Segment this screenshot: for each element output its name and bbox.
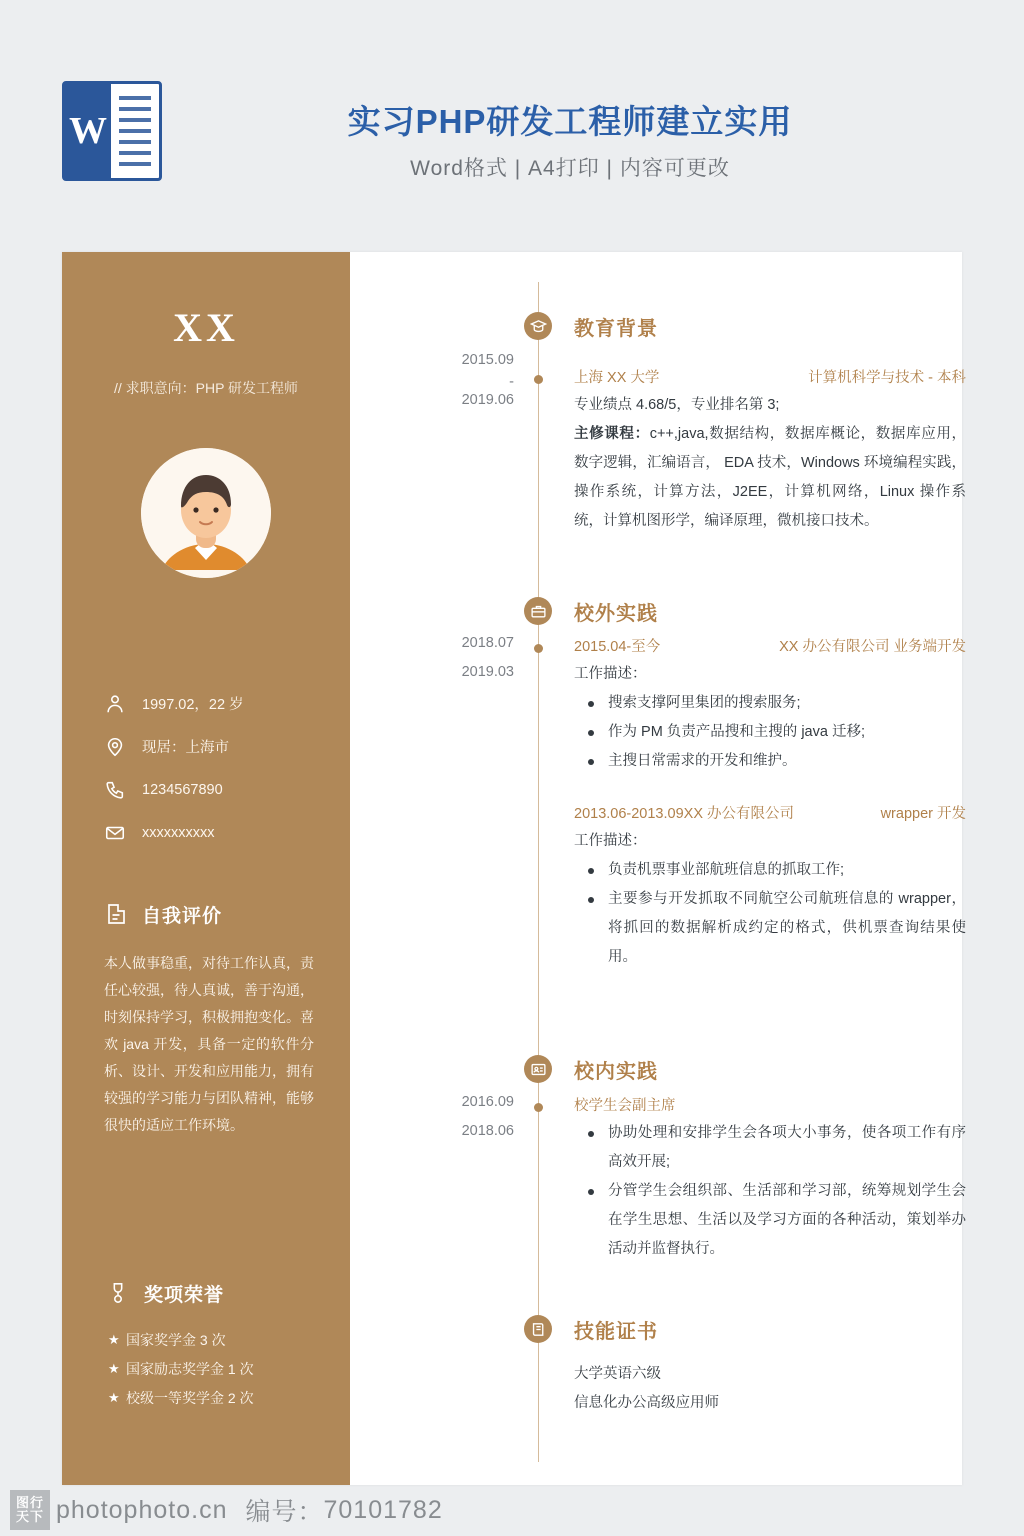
id-card-icon — [524, 1055, 552, 1083]
job2-role: wrapper 开发 — [880, 806, 966, 822]
info-row-birth — [100, 682, 330, 725]
template-header — [0, 0, 1024, 232]
star-icon: ★ — [108, 1360, 120, 1376]
self-evaluation-title — [102, 900, 222, 928]
education-courses-label: 主修课程： — [574, 426, 650, 442]
education-courses — [574, 420, 966, 536]
on-campus-role: 校学生会副主席 — [574, 1098, 676, 1114]
on-campus-body — [574, 1093, 966, 1264]
education-major: 计算机科学与技术 - 本科 — [808, 370, 966, 386]
list-item: 分管学生会组织部、生活部和学习部，统筹规划学生会在学生思想、生活以及学习方面的各种活动，策划举办活动并监督执行。 — [574, 1177, 966, 1264]
certificates-body — [574, 1360, 942, 1418]
info-text: 1997.02，22 岁 — [142, 697, 244, 713]
education-courses-text: c++,java,数据结构，数据库概论，数据库应用，数字逻辑，汇编语言， EDA 技术，Windows 环境编程实践，操作系统，计算方法，J2EE，计算机网络，Linux 操作系统，计算机图形学，编译原理，微机接口技术。 — [574, 426, 966, 529]
award-text: 国家励志奖学金 1 次 — [126, 1360, 254, 1377]
site-name: photophoto.cn — [56, 1495, 228, 1524]
resume-main — [350, 252, 966, 1485]
asset-id-value: 70101782 — [323, 1495, 443, 1524]
page-title: 实习PHP研发工程师建立实用 — [347, 103, 793, 140]
awards-label: 奖项荣誉 — [144, 1284, 225, 1306]
off-campus-job2 — [574, 801, 966, 972]
medal-icon — [104, 1279, 132, 1307]
resume-sheet — [62, 252, 966, 1485]
education-date-dash: - — [509, 374, 514, 390]
word-logo-letter: W — [65, 84, 111, 178]
off-campus-job1 — [574, 634, 966, 776]
job2-period: 2013.06-2013.09XX 办公有限公司 — [574, 806, 795, 822]
job1-company: XX 办公有限公司 业务端开发 — [779, 639, 966, 655]
info-row-email — [100, 811, 330, 854]
mail-icon — [100, 818, 130, 848]
page-subtitle: Word格式 | A4打印 | 内容可更改 — [410, 157, 730, 180]
resume-sidebar — [62, 252, 350, 1485]
timeline-dot — [534, 375, 543, 384]
list-item: 作为 PM 负责产品搜和主搜的 java 迁移; — [574, 718, 966, 747]
certificate-item: 信息化办公高级应用师 — [574, 1395, 719, 1411]
edit-note-icon — [102, 900, 130, 928]
book-icon — [524, 1315, 552, 1343]
info-row-location — [100, 725, 330, 768]
award-text: 校级一等奖学金 2 次 — [126, 1389, 254, 1406]
education-date-end: 2019.06 — [461, 392, 514, 408]
list-item — [108, 1354, 328, 1383]
timeline-line — [538, 282, 539, 1462]
education-gpa: 专业绩点 4.68/5，专业排名第 3; — [574, 397, 780, 413]
list-item: 主要参与开发抓取不同航空公司航班信息的 wrapper，将抓回的数据解析成约定的格式，供机票查询结果使用。 — [574, 885, 966, 972]
timeline-dot — [534, 1103, 543, 1112]
education-body — [574, 365, 966, 536]
job1-period: 2015.04-至今 — [574, 639, 661, 655]
briefcase-icon — [524, 597, 552, 625]
info-text: 现居：上海市 — [142, 740, 229, 756]
list-item — [108, 1383, 328, 1412]
education-school: 上海 XX 大学 — [574, 370, 660, 386]
info-text: xxxxxxxxxx — [142, 824, 215, 841]
job1-header — [574, 634, 966, 660]
awards-list — [108, 1325, 328, 1412]
job-intent: // 求职意向：PHP 研发工程师 — [113, 380, 299, 396]
list-item: 主搜日常需求的开发和维护。 — [574, 747, 966, 776]
job2-desc-label: 工作描述： — [574, 833, 647, 849]
person-icon — [100, 689, 130, 719]
section-title-on-campus: 校内实践 — [574, 1061, 658, 1083]
on-campus-bullets — [574, 1119, 966, 1264]
site-logo-icon: 图行天下 — [10, 1490, 50, 1530]
job1-bullets — [574, 689, 966, 776]
star-icon: ★ — [108, 1389, 120, 1405]
graduation-cap-icon — [524, 312, 552, 340]
section-title-off-campus: 校外实践 — [574, 603, 658, 625]
info-text: 1234567890 — [142, 781, 223, 798]
phone-icon — [100, 775, 130, 805]
avatar — [141, 448, 271, 578]
candidate-name: XX — [173, 305, 239, 350]
timeline-dot — [534, 644, 543, 653]
on-campus-date-end: 2018.06 — [461, 1123, 514, 1139]
section-title-education: 教育背景 — [574, 318, 658, 340]
star-icon: ★ — [108, 1331, 120, 1347]
education-school-row — [574, 365, 966, 391]
off-campus-date-start: 2018.07 — [461, 635, 514, 651]
list-item — [108, 1325, 328, 1354]
job2-bullets — [574, 856, 966, 972]
word-document-icon — [62, 81, 162, 181]
job1-desc-label: 工作描述： — [574, 666, 647, 682]
list-item: 负责机票事业部航班信息的抓取工作; — [574, 856, 966, 885]
self-evaluation-label: 自我评价 — [142, 905, 223, 927]
job2-header — [574, 801, 966, 827]
watermark-footer — [0, 1484, 1024, 1536]
on-campus-date-start: 2016.09 — [461, 1094, 514, 1110]
certificate-item: 大学英语六级 — [574, 1366, 661, 1382]
section-title-certificates: 技能证书 — [574, 1321, 658, 1343]
award-text: 国家奖学金 3 次 — [126, 1331, 226, 1348]
self-evaluation-text: 本人做事稳重，对待工作认真，责任心较强，待人真诚，善于沟通，时刻保持学习，积极拥抱变化。喜欢 java 开发，具备一定的软件分析、设计、开发和应用能力，拥有较强的学习能力与团队精神，能够很快的适应工作环境。 — [104, 955, 314, 1133]
info-row-phone — [100, 768, 330, 811]
education-date-start: 2015.09 — [461, 352, 514, 368]
contact-info-list — [100, 682, 330, 854]
asset-id-label: 编号： — [245, 1498, 324, 1526]
word-logo-lines — [111, 84, 159, 178]
list-item: 协助处理和安排学生会各项大小事务，使各项工作有序高效开展; — [574, 1119, 966, 1177]
off-campus-date-end: 2019.03 — [461, 664, 514, 680]
location-pin-icon — [100, 732, 130, 762]
awards-title — [104, 1279, 224, 1307]
list-item: 搜索支撑阿里集团的搜索服务; — [574, 689, 966, 718]
